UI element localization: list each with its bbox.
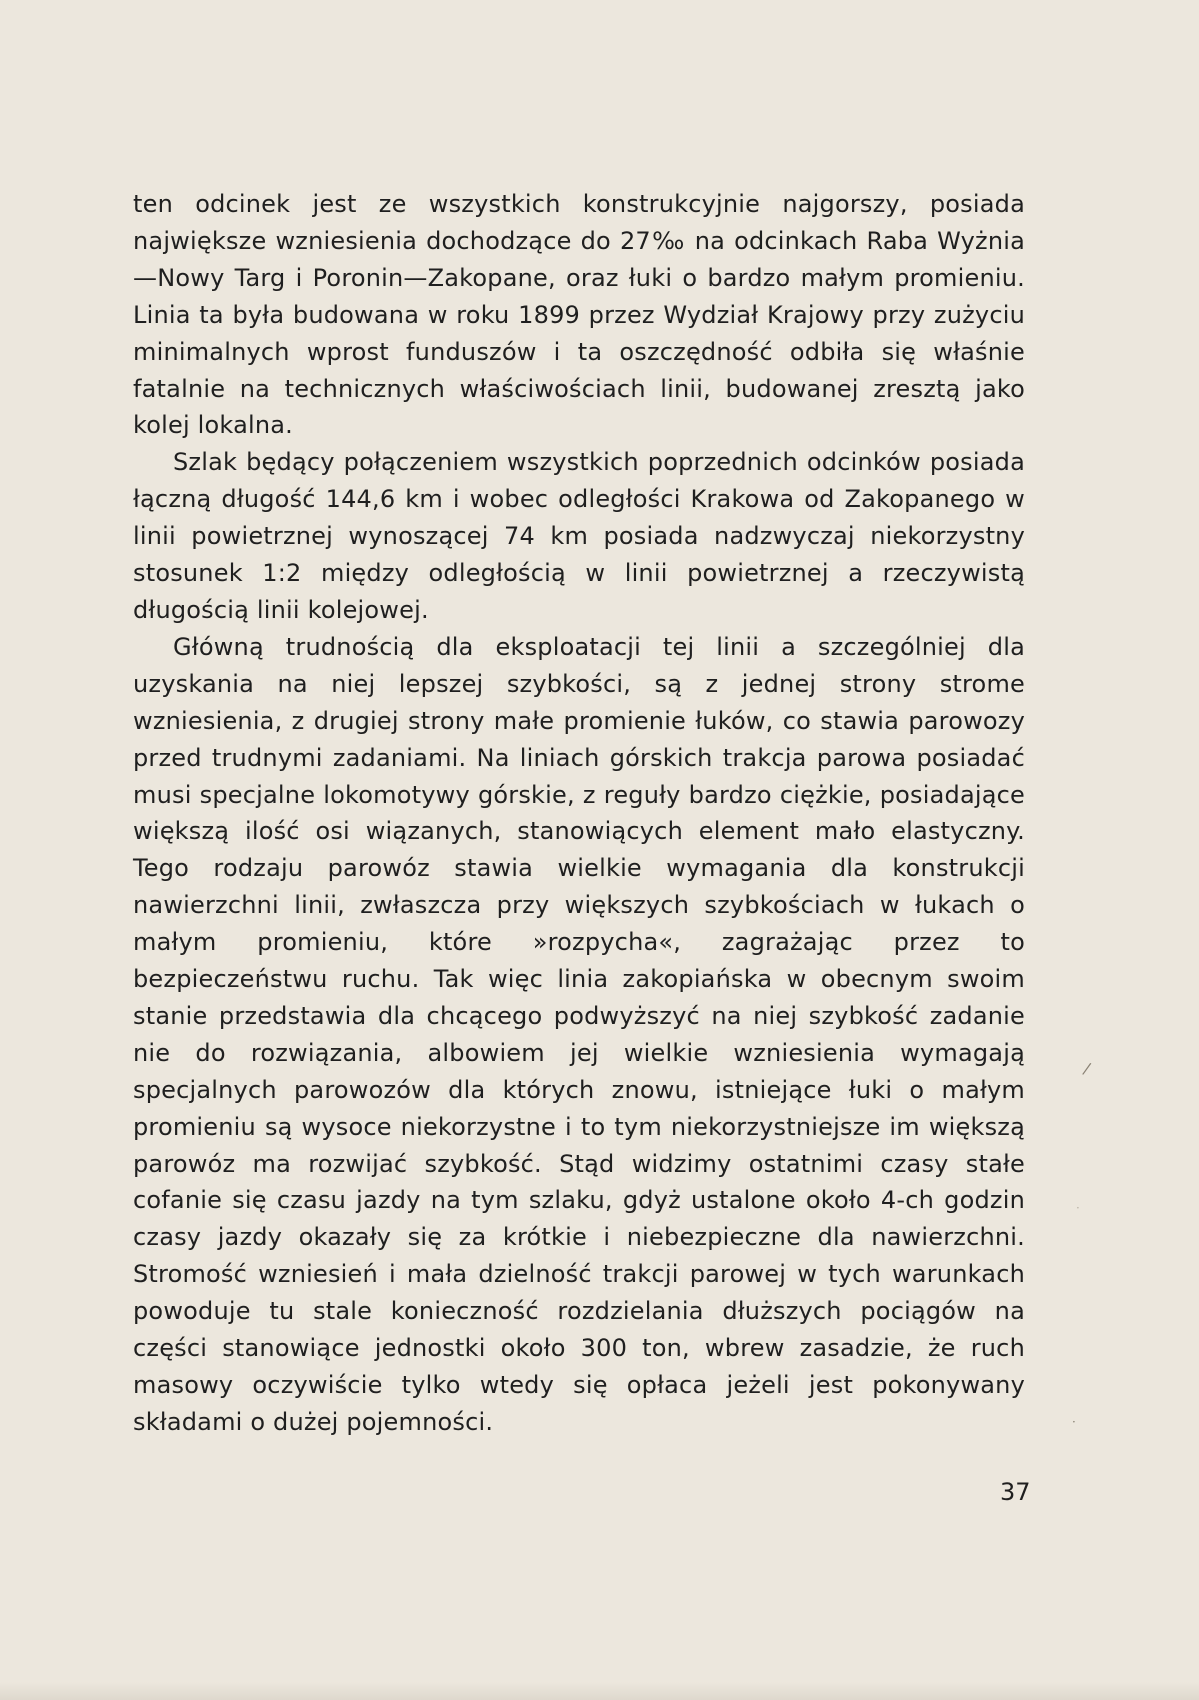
- scan-speck-mark: /: [1081, 1058, 1093, 1079]
- page-edge-shadow: [0, 1682, 1199, 1700]
- scan-dot-mark: ·: [1072, 1415, 1076, 1429]
- paragraph-operating-difficulties: Główną trudnością dla eksploatacji tej linii a szczególniej dla uzyskania na niej lepszej szybkości, są z jednej strony strome wzniesienia, z drugiej strony małe promienie łuków, co stawia parowozy przed trudnymi zadaniami. Na liniach górskich trakcja parowa posiadać musi specjalne lokomotywy górskie, z reguły bardzo ciężkie, posiadające większą ilość osi wiązanych, stanowiących element mało elastyczny. Tego rodzaju parowóz stawia wielkie wymagania dla konstrukcji nawierzchni linii, zwłaszcza przy większych szybkościach w łukach o małym promieniu, które »rozpycha«, zagrażając przez to bezpieczeństwu ruchu. Tak więc linia zakopiańska w obecnym swoim stanie przedstawia dla chcącego podwyższyć na niej szybkość zadanie nie do rozwiązania, albowiem jej wielkie wzniesienia wymagają specjalnych parowozów dla których znowu, istniejące łuki o małym promieniu są wysoce niekorzystne i to tym niekorzystniejsze im większą parowóz ma rozwijać szybkość. Stąd widzimy ostatnimi czasy stałe cofanie się czasu jazdy na tym szlaku, gdyż ustalone około 4-ch godzin czasy jazdy okazały się za krótkie i niebezpieczne dla nawierzchni. Stromość wzniesień i mała dzielność trakcji parowej w tych warunkach powoduje tu stale konieczność rozdzielania dłuższych pociągów na części stanowiące jednostki około 300 ton, wbrew zasadzie, że ruch masowy oczywiście tylko wtedy się opłaca jeżeli jest pokonywany składami o dużej pojemności.: [133, 632, 1025, 1436]
- scan-faint-mark: ·: [1076, 1201, 1080, 1215]
- paragraph-continuation: ten odcinek jest ze wszystkich konstrukcyjnie najgorszy, posiada największe wzniesienia dochodzące do 27‰ na odcinkach Raba Wyżnia—Nowy Targ i Poronin—Zakopane, oraz łuki o bardzo małym promieniu. Linia ta była budowana w roku 1899 przez Wydział Krajowy przy zużyciu minimalnych wprost funduszów i ta oszczędność odbiła się właśnie fatalnie na technicznych właściwościach linii, budowanej zresztą jako kolej lokalna.: [133, 190, 1025, 440]
- paragraph-route-length: Szlak będący połączeniem wszystkich poprzednich odcinków posiada łączną długość 144,6 km i wobec odległości Krakowa od Zakopanego w linii powietrznej wynoszącej 74 km posiada nadzwyczaj niekorzystny stosunek 1:2 między odległością w linii powietrznej a rzeczywistą długością linii kolejowej.: [133, 448, 1025, 624]
- body-text: [133, 186, 1025, 1441]
- page-number: 37: [1000, 1478, 1031, 1506]
